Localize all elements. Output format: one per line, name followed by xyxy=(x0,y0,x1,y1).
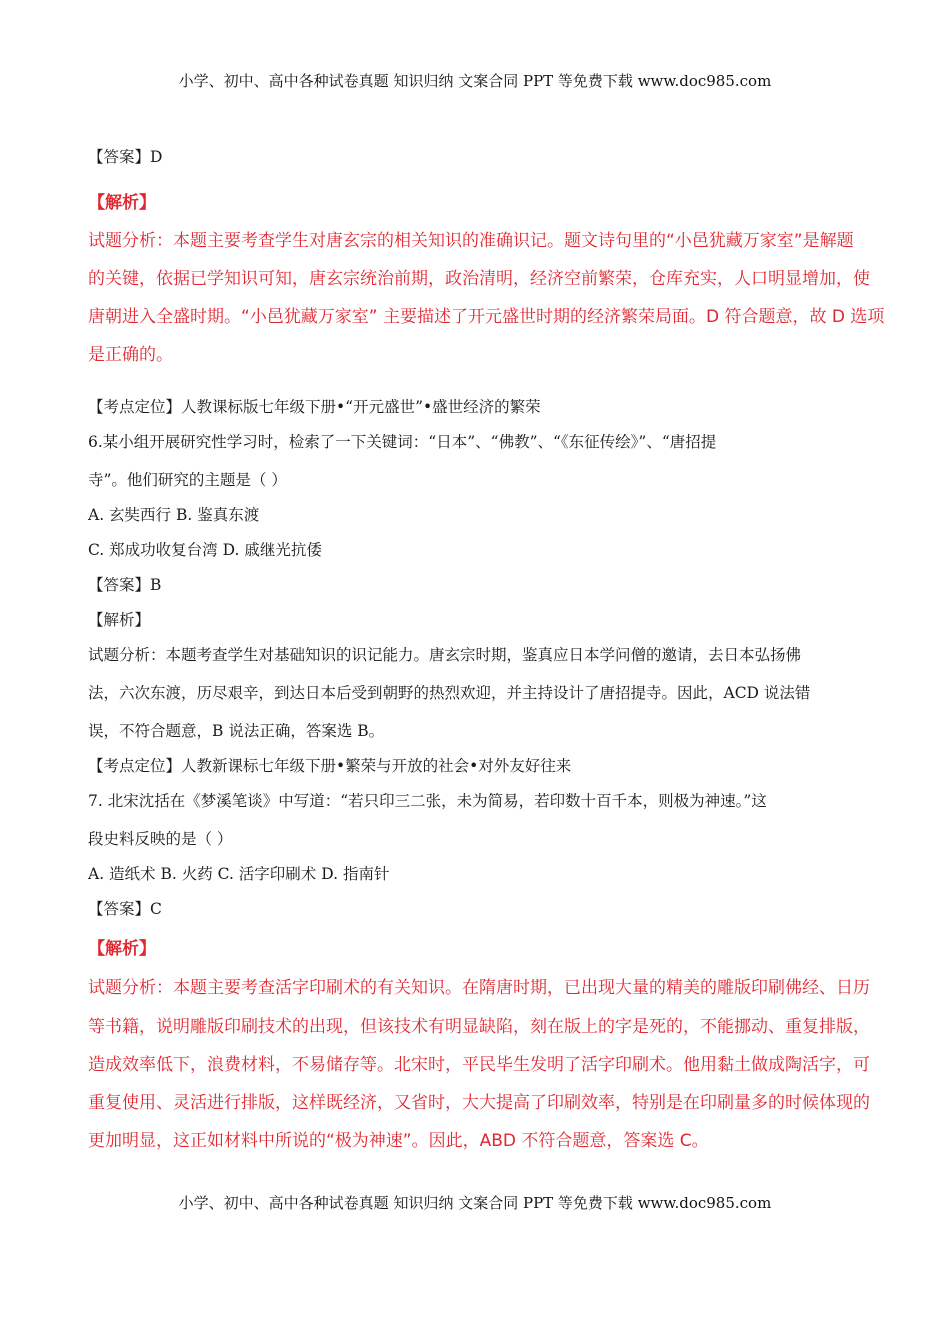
q7-analysis-line-4: 重复使用、灵活进行排版，这样既经济，又省时，大大提高了印刷效率，特别是在印刷量多的时候体现的 xyxy=(88,1093,870,1113)
q5-analysis-line-3: 唐朝进入全盛时期。“小邑犹藏万家室” 主要描述了开元盛世时期的经济繁荣局面。D 符合题意，故 D 选项 xyxy=(88,307,885,327)
q7-analysis-line-3: 造成效率低下，浪费材料，不易储存等。北宋时，平民毕生发明了活字印刷术。他用黏土做成陶活字，可 xyxy=(88,1055,870,1075)
q7-analysis-line-2: 等书籍，说明雕版印刷技术的出现，但该技术有明显缺陷，刻在版上的字是死的，不能挪动、重复排版， xyxy=(88,1017,870,1037)
q6-stem-line-1: 6.某小组开展研究性学习时，检索了一下关键词：“日本”、“佛教”、“《东征传绘》”、“唐招提 xyxy=(88,433,717,451)
q6-analysis-line-1: 试题分析：本题考查学生对基础知识的识记能力。唐玄宗时期，鉴真应日本学问僧的邀请，去日本弘扬佛 xyxy=(88,646,802,664)
q6-analysis-line-2: 法，六次东渡，历尽艰辛，到达日本后受到朝野的热烈欢迎，并主持设计了唐招提寺。因此，ACD 说法错 xyxy=(88,684,811,702)
q6-answer: 【答案】B xyxy=(88,576,162,594)
q6-options-line-2: C. 郑成功收复台湾 D. 戚继光抗倭 xyxy=(88,541,322,559)
q5-kaodian: 【考点定位】人教课标版七年级下册•“开元盛世”•盛世经济的繁荣 xyxy=(88,398,541,416)
q7-stem-line-1: 7. 北宋沈括在《梦溪笔谈》中写道：“若只印三二张，未为简易，若印数十百千本，则极为神速。”这 xyxy=(88,792,767,810)
q5-analysis-line-1: 试题分析：本题主要考查学生对唐玄宗的相关知识的准确识记。题文诗句里的“小邑犹藏万家室”是解题 xyxy=(88,231,854,251)
q7-options-line: A. 造纸术 B. 火药 C. 活字印刷术 D. 指南针 xyxy=(88,865,390,883)
q6-options-line-1: A. 玄奘西行 B. 鉴真东渡 xyxy=(88,506,260,524)
q7-analysis-line-5: 更加明显，这正如材料中所说的“极为神速”。因此，ABD 不符合题意，答案选 C。 xyxy=(88,1131,709,1151)
q7-analysis-line-1: 试题分析：本题主要考查活字印刷术的有关知识。在隋唐时期，已出现大量的精美的雕版印刷佛经、日历 xyxy=(88,978,870,998)
page-header: 小学、初中、高中各种试卷真题 知识归纳 文案合同 PPT 等免费下载 www.doc985.com xyxy=(178,72,772,90)
q5-analysis-title: 【解析】 xyxy=(88,193,156,213)
q5-analysis-line-4: 是正确的。 xyxy=(88,345,173,365)
q6-kaodian: 【考点定位】人教新课标七年级下册•繁荣与开放的社会•对外友好往来 xyxy=(88,757,572,775)
q6-analysis-line-3: 误，不符合题意，B 说法正确，答案选 B。 xyxy=(88,722,385,740)
q7-answer: 【答案】C xyxy=(88,900,162,918)
q6-stem-line-2: 寺”。他们研究的主题是（ ） xyxy=(88,471,287,489)
q7-stem-line-2: 段史料反映的是（ ） xyxy=(88,830,233,848)
q5-analysis-line-2: 的关键，依据已学知识可知，唐玄宗统治前期，政治清明，经济空前繁荣，仓库充实，人口明显增加，使 xyxy=(88,269,870,289)
page-footer: 小学、初中、高中各种试卷真题 知识归纳 文案合同 PPT 等免费下载 www.doc985.com xyxy=(178,1194,772,1212)
q7-analysis-title: 【解析】 xyxy=(88,939,156,959)
q5-answer: 【答案】D xyxy=(88,148,163,166)
q6-analysis-title: 【解析】 xyxy=(88,611,151,629)
